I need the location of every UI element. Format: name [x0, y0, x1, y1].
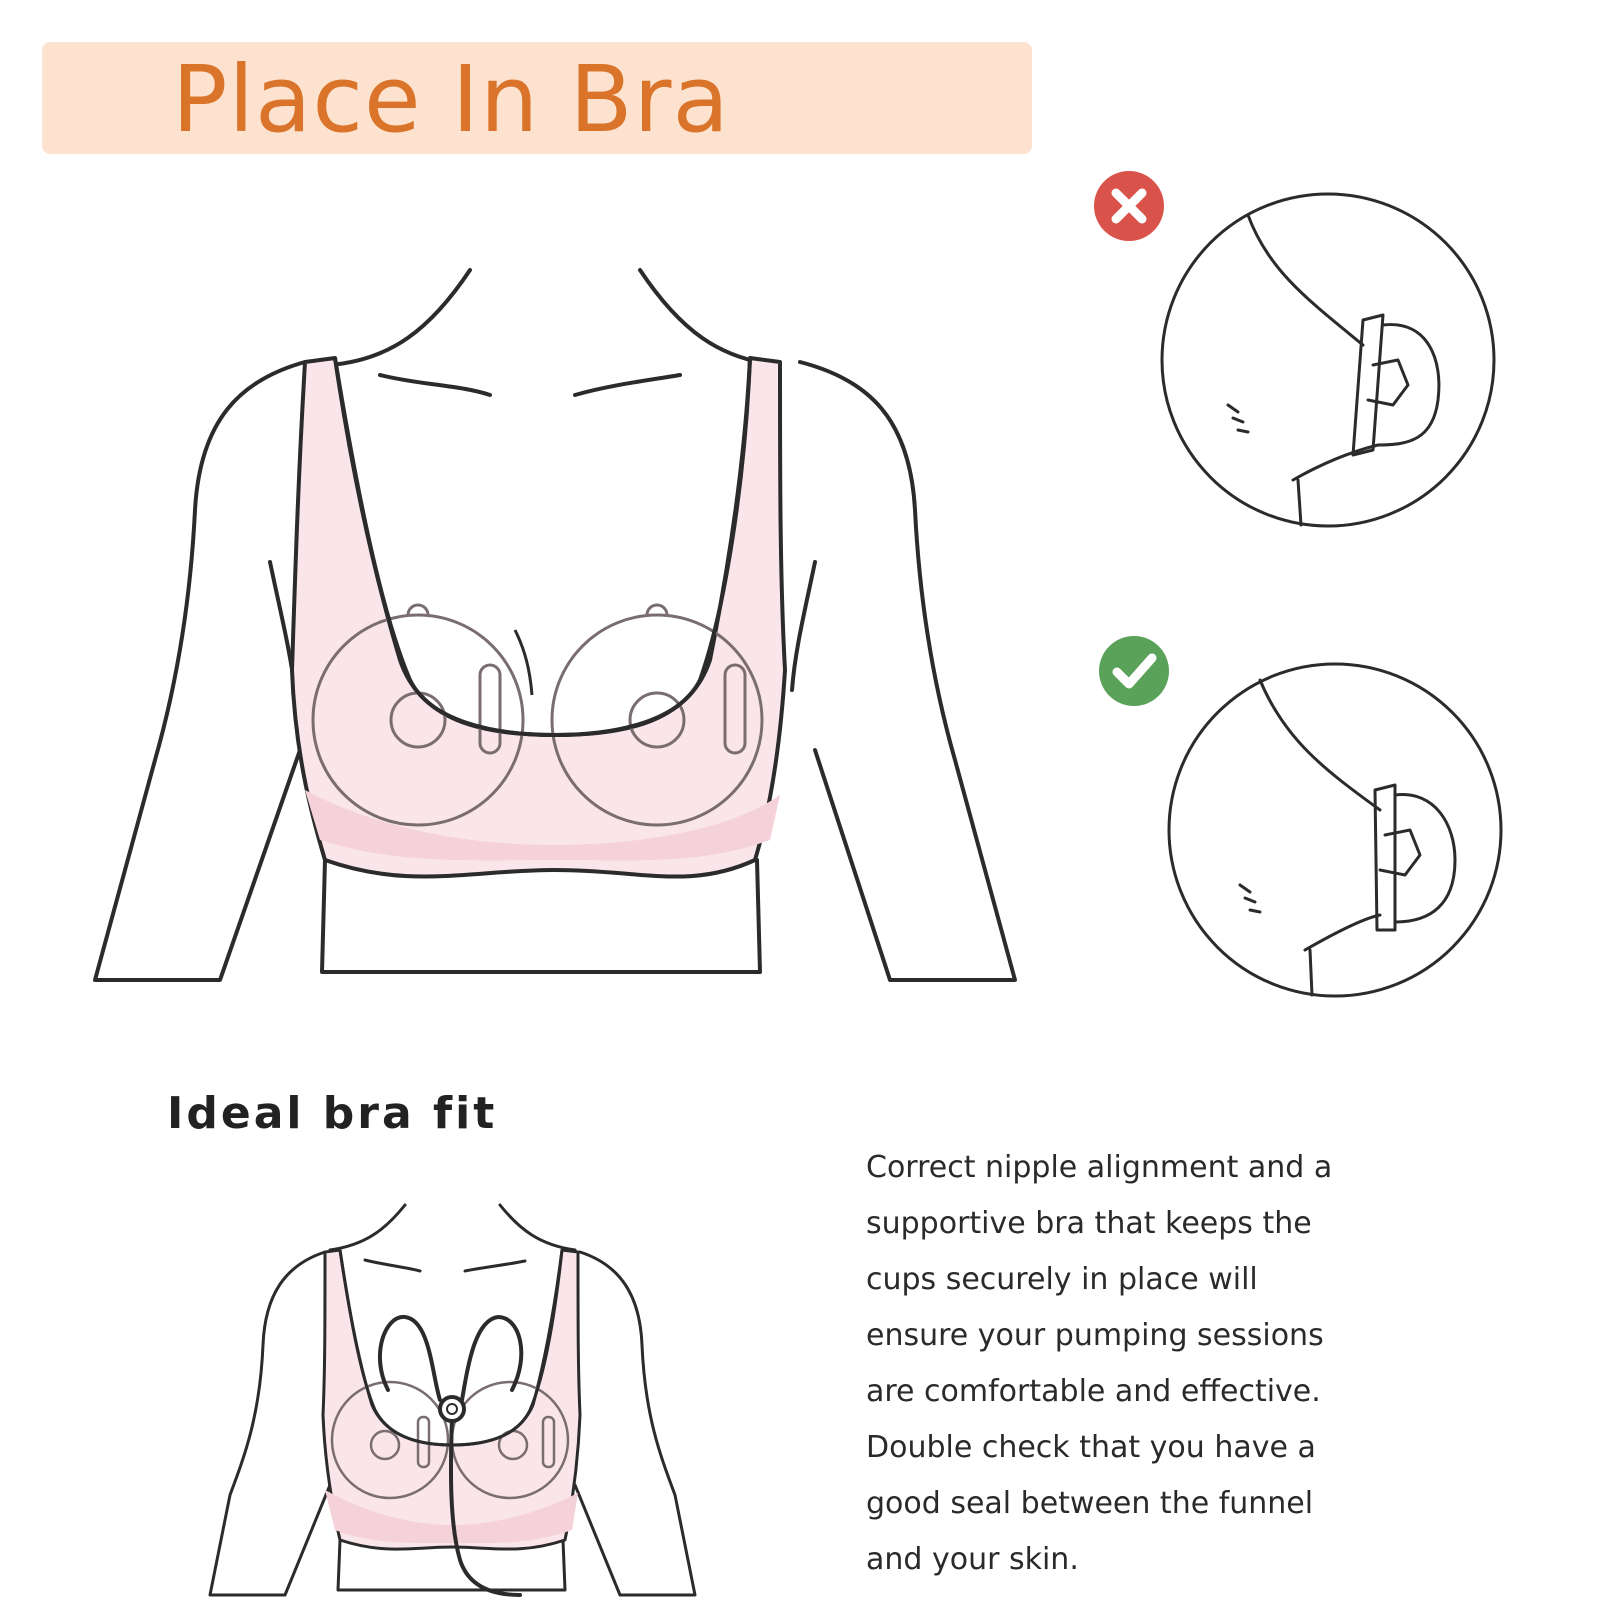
- description-line: supportive bra that keeps the: [866, 1206, 1312, 1241]
- incorrect-alignment-detail: [1158, 190, 1498, 530]
- checkmark-icon: [1097, 634, 1171, 708]
- bra-placement-illustration: [80, 250, 1030, 1020]
- description-line: are comfortable and effective.: [866, 1374, 1321, 1409]
- description-line: cups securely in place will: [866, 1262, 1258, 1297]
- description-line: ensure your pumping sessions: [866, 1318, 1324, 1353]
- page-title: Place In Bra: [172, 46, 730, 153]
- close-x-icon: [1092, 169, 1166, 243]
- description-line: and your skin.: [866, 1542, 1079, 1577]
- title-banner: [42, 42, 1032, 154]
- description-line: Double check that you have a: [866, 1430, 1316, 1465]
- section-heading: Ideal bra fit: [167, 1088, 498, 1139]
- fit-description: [866, 1140, 1566, 1588]
- description-line: Correct nipple alignment and a: [866, 1150, 1333, 1185]
- description-line: good seal between the funnel: [866, 1486, 1314, 1521]
- correct-alignment-detail: [1165, 660, 1505, 1000]
- ideal-bra-fit-illustration: [200, 1195, 720, 1600]
